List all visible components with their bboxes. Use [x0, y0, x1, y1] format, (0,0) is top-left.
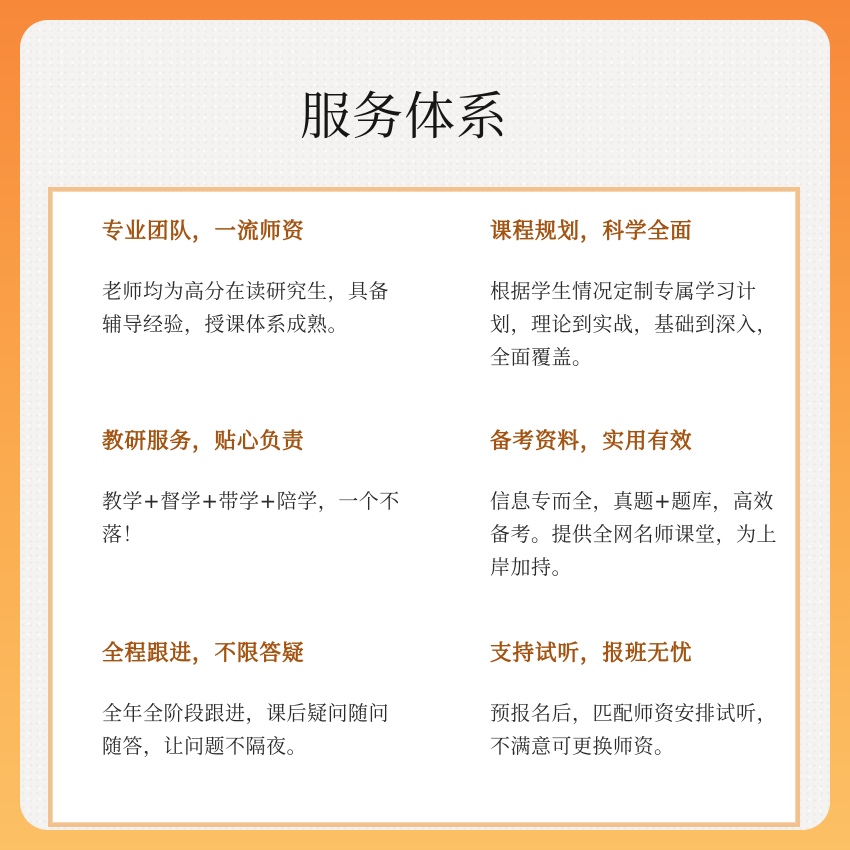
service-description: 信息专而全，真题+题库，高效备考。提供全网名师课堂，为上岸加持。 — [490, 488, 777, 579]
service-description: 全年全阶段跟进，课后疑问随问随答，让问题不隔夜。 — [102, 700, 389, 758]
service-title: 课程规划，科学全面 — [490, 219, 693, 244]
service-title: 支持试听，报班无忧 — [490, 641, 693, 666]
service-description: 老师均为高分在读研究生，具备辅导经验，授课体系成熟。 — [102, 278, 389, 336]
service-item-team — [102, 219, 402, 341]
service-item-trial — [490, 641, 790, 763]
paper-panel — [20, 20, 830, 830]
service-description: 预报名后，匹配师资安排试听，不满意可更换师资。 — [490, 700, 777, 758]
services-card — [48, 187, 800, 827]
service-item-followup — [102, 641, 402, 763]
service-item-materials — [490, 429, 790, 584]
service-title: 备考资料，实用有效 — [490, 429, 693, 454]
service-description: 根据学生情况定制专属学习计划，理论到实战，基础到深入，全面覆盖。 — [490, 278, 777, 369]
service-item-plan — [490, 219, 790, 374]
service-description: 教学+督学+带学+陪学，一个不落！ — [102, 488, 400, 546]
page-title: 服务体系 — [300, 88, 509, 147]
service-item-research — [102, 429, 402, 551]
service-title: 全程跟进，不限答疑 — [102, 641, 305, 666]
service-title: 教研服务，贴心负责 — [102, 429, 305, 454]
service-title: 专业团队，一流师资 — [102, 219, 305, 244]
